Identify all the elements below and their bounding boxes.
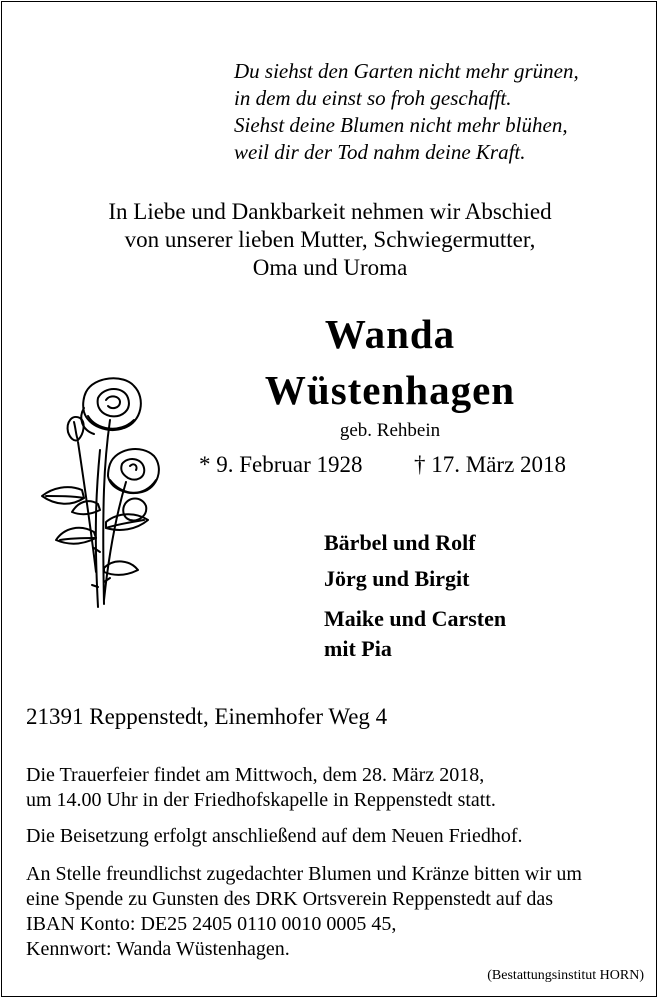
service-line: Die Trauerfeier findet am Mittwoch, dem 28. März 2018, [26, 764, 485, 786]
donation-info [26, 862, 582, 962]
mourner-name: Maike und Carsten [324, 606, 507, 631]
mourner-name: Bärbel und Rolf [324, 530, 476, 555]
intro-line: Oma und Uroma [252, 255, 408, 280]
poem [234, 58, 579, 166]
intro-text [0, 198, 660, 282]
mourner-name: mit Pia [324, 636, 392, 661]
deceased-last-name: Wüstenhagen [264, 367, 516, 413]
birth-date: * 9. Februar 1928 [199, 452, 363, 477]
poem-line: Du siehst den Garten nicht mehr grünen, [234, 59, 579, 83]
mourner-name: Jörg und Birgit [324, 566, 470, 591]
death-date: † 17. März 2018 [414, 452, 567, 477]
poem-line: Siehst deine Blumen nicht mehr blühen, [234, 113, 568, 137]
poem-line: weil dir der Tod nahm deine Kraft. [234, 140, 526, 164]
service-line: um 14.00 Uhr in der Friedhofskapelle in Reppenstedt statt. [26, 789, 496, 811]
intro-line: In Liebe und Dankbarkeit nehmen wir Abschied [108, 199, 552, 224]
poem-line: in dem du einst so froh geschafft. [234, 86, 512, 110]
deceased-first-name: Wanda [324, 311, 456, 357]
donation-line: IBAN Konto: DE25 2405 0110 0010 0005 45, [26, 913, 397, 935]
donation-line: Kennwort: Wanda Wüstenhagen. [26, 938, 290, 960]
birth-name: geb. Rehbein [339, 420, 441, 441]
rose-illustration [38, 372, 168, 612]
family-address: 21391 Reppenstedt, Einemhofer Weg 4 [26, 704, 388, 729]
intro-line: von unserer lieben Mutter, Schwiegermutter, [124, 227, 536, 252]
service-info [26, 763, 496, 813]
burial-info: Die Beisetzung erfolgt anschließend auf dem Neuen Friedhof. [26, 825, 523, 847]
undertaker-credit: (Bestattungsinstitut HORN) [487, 968, 644, 983]
donation-line: eine Spende zu Gunsten des DRK Ortsverein Reppenstedt auf das [26, 888, 554, 910]
donation-line: An Stelle freundlichst zugedachter Blumen und Kränze bitten wir um [26, 863, 582, 885]
